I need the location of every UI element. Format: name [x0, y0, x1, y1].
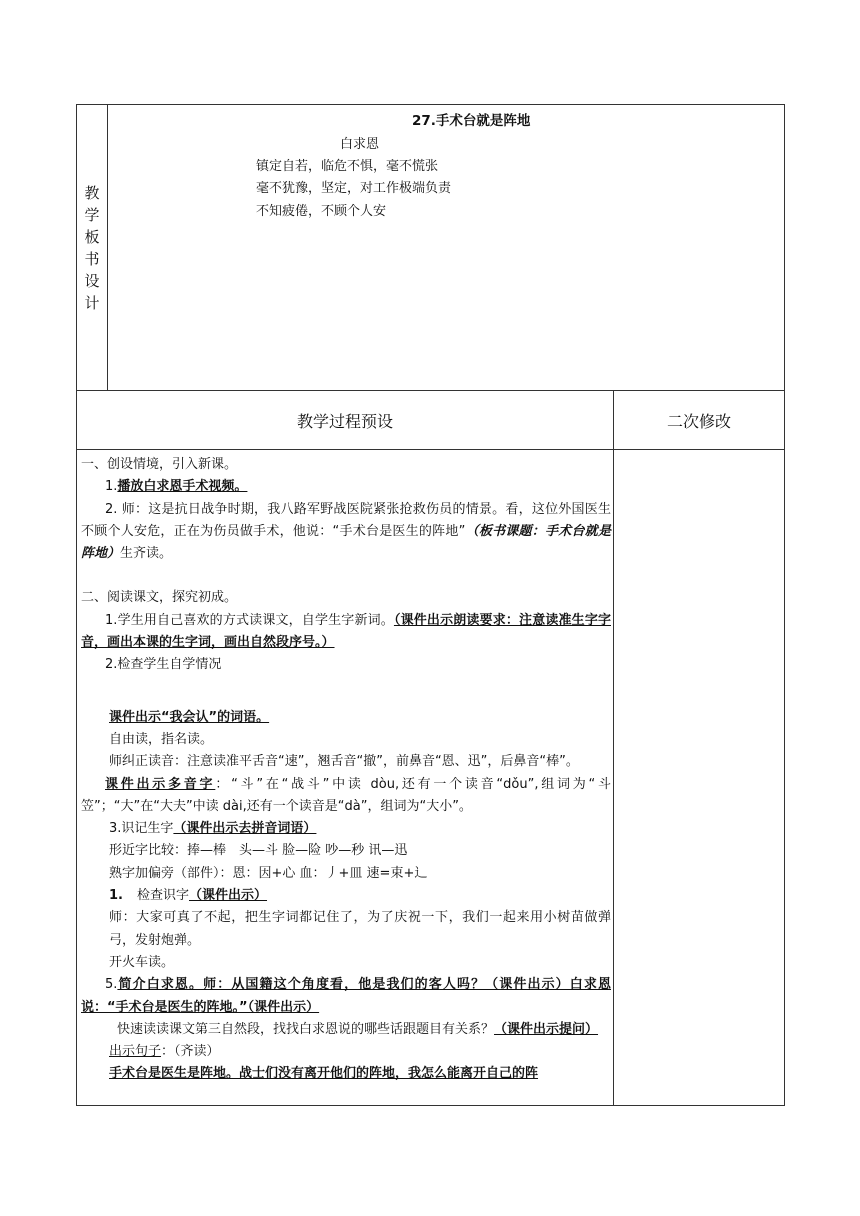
step-paragraph [81, 476, 611, 498]
step-paragraph [81, 1019, 611, 1041]
step-paragraph [81, 1041, 611, 1063]
courseware-note [81, 707, 611, 729]
process-header: 教学过程预设 [77, 391, 614, 450]
step-paragraph: 熟字加偏旁（部件）：恩：因+心 血：丿+皿 速=束+辶 [109, 865, 428, 881]
step-paragraph [81, 818, 611, 840]
side-char: 书 [84, 249, 100, 268]
step-text: 快速读读课文第三自然段，找找白求恩说的哪些话跟题目有关系？ [117, 1021, 495, 1037]
step-paragraph: 师：大家可真了不起，把生字词都记住了，为了庆祝一下，我们一起来用小树苗做弹弓，发射炮弹。 [109, 910, 611, 948]
side-char: 设 [84, 271, 100, 290]
step-text: 3.识记生字 [109, 821, 174, 837]
step-paragraph: 开火车读。 [109, 954, 175, 970]
highlighted-sentence [81, 1063, 611, 1085]
courseware-note: （课件出示朗读要求：注意读准生字字音，画出本课的生字词，画出自然段序号。） [81, 612, 611, 651]
lesson-plan-table [76, 104, 785, 1106]
step-paragraph [81, 885, 611, 907]
board-line: 不知疲倦，不顾个人安 [256, 204, 387, 219]
courseware-text: 简介白求恩。师：从国籍这个角度看，他是我们的客人吗？（课件出示）白求恩说：“手术台是医生的阵地。”（课件出示） [81, 977, 611, 1015]
courseware-text: 课件出示多音字 [105, 776, 216, 792]
step-paragraph [81, 499, 611, 566]
header-row [77, 391, 785, 450]
board-design-label [77, 105, 108, 391]
board-author: 白求恩 [340, 137, 380, 152]
courseware-text: （课件出示） [189, 888, 268, 904]
step-text: 1.学生用自己喜欢的方式读课文，自学生字新词。 [105, 612, 394, 628]
step-paragraph: 自由读，指名读。 [109, 731, 214, 747]
board-note: （板书课题：手术台就是阵地） [81, 523, 611, 562]
board-design-content [108, 105, 785, 391]
process-content [77, 450, 614, 1106]
step-paragraph [81, 610, 611, 655]
step-paragraph [81, 774, 611, 819]
board-design-row [77, 105, 785, 391]
step-text: 2. 师：这是抗日战争时期，我八路军野战医院紧张抢救伤员的情景。看，这位外国医生不顾个人安危，正在为伤员做手术，他说：“手术台是医生的阵地” [81, 501, 611, 539]
step-number: 5. [105, 977, 118, 993]
step-text: ：（齐读） [161, 1044, 220, 1060]
step-paragraph: 师纠正读音：注意读准平舌音“速”，翘舌音“撤”，前鼻音“恩、迅”，后鼻音“棒”。 [109, 754, 579, 770]
side-char: 教 [84, 183, 100, 202]
section-heading: 一、创设情境，引入新课。 [81, 457, 238, 472]
side-char: 学 [84, 205, 100, 224]
board-line: 镇定自若，临危不惧，毫不慌张 [256, 159, 439, 174]
side-char: 板 [84, 227, 100, 246]
courseware-text: 课件出示“我会认”的词语。 [109, 709, 270, 725]
courseware-text: （课件出示提问） [494, 1021, 599, 1037]
step-paragraph [81, 974, 611, 1019]
side-char: 计 [84, 293, 100, 312]
sentence-text: 手术台是医生是阵地。战士们没有离开他们的阵地，我怎么能离开自己的阵 [109, 1066, 539, 1082]
step-text: 检查识字 [136, 888, 189, 904]
board-line: 毫不犹豫，坚定，对工作极端负责 [256, 181, 452, 196]
step-text: 播放白求恩手术视频。 [117, 479, 248, 495]
step-number: 1. [105, 479, 118, 495]
revision-header: 二次修改 [614, 391, 785, 450]
step-text: ：“斗”在“战斗”中读 dòu,还有一个读音“dǒu”,组词为“斗笠”；“大”在“大夫”中读 dài,还有一个读音是“dà”，组词为“大小”。 [81, 776, 611, 814]
section-heading: 二、阅读课文，探究初成。 [81, 590, 238, 606]
revision-content [614, 450, 785, 1106]
step-paragraph: 形近字比较：捧—棒 头—斗 脸—险 吵—秒 讯—迅 [109, 843, 408, 859]
step-text: 出示句子 [109, 1044, 162, 1060]
step-number: 1. [109, 888, 123, 904]
courseware-text: （课件出示去拼音词语） [173, 821, 317, 837]
process-row [77, 450, 785, 1106]
step-paragraph: 2.检查学生自学情况 [105, 657, 222, 673]
step-text: 生齐读。 [120, 546, 173, 562]
board-title: 27.手术台就是阵地 [412, 113, 531, 129]
